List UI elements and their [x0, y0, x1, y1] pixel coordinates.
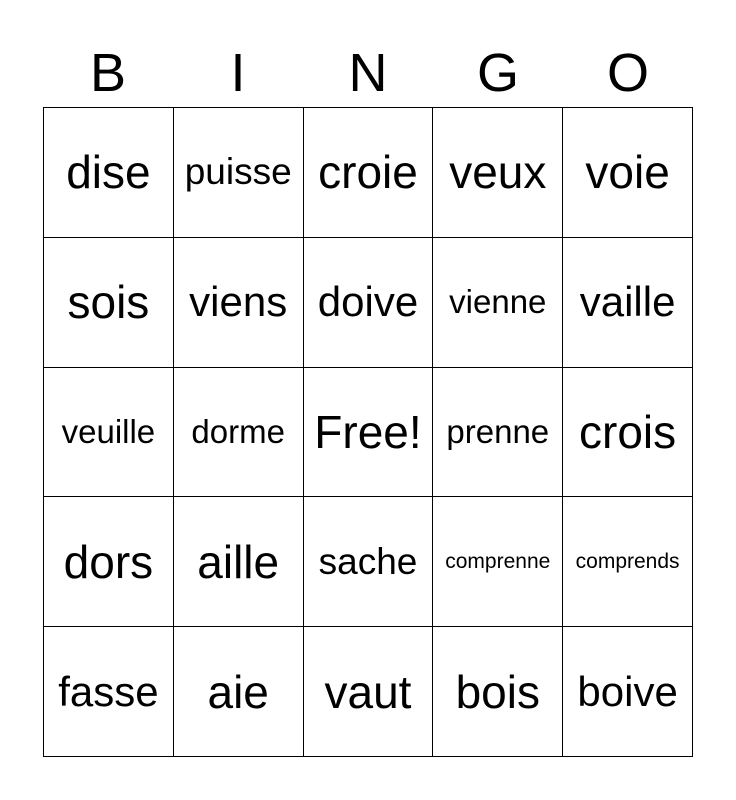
- bingo-cell[interactable]: aie: [174, 627, 304, 757]
- bingo-cell[interactable]: aille: [174, 497, 304, 627]
- bingo-cell[interactable]: voie: [563, 108, 693, 238]
- bingo-cell[interactable]: croie: [304, 108, 434, 238]
- bingo-cell[interactable]: bois: [433, 627, 563, 757]
- bingo-cell[interactable]: veuille: [44, 368, 174, 498]
- bingo-cell[interactable]: dors: [44, 497, 174, 627]
- bingo-cell[interactable]: prenne: [433, 368, 563, 498]
- bingo-cell[interactable]: fasse: [44, 627, 174, 757]
- bingo-cell[interactable]: boive: [563, 627, 693, 757]
- header-letter-o: O: [606, 43, 649, 103]
- header-letter-b: B: [89, 43, 127, 103]
- bingo-cell[interactable]: dise: [44, 108, 174, 238]
- bingo-cell[interactable]: vaille: [563, 238, 693, 368]
- bingo-card-grid: [43, 107, 693, 757]
- header-letter-g: G: [476, 43, 519, 103]
- bingo-cell[interactable]: vaut: [304, 627, 434, 757]
- bingo-cell[interactable]: sache: [304, 497, 434, 627]
- bingo-header: [43, 40, 693, 106]
- bingo-cell[interactable]: comprends: [563, 497, 693, 627]
- bingo-cell[interactable]: crois: [563, 368, 693, 498]
- bingo-cell[interactable]: veux: [433, 108, 563, 238]
- bingo-cell[interactable]: comprenne: [433, 497, 563, 627]
- bingo-cell[interactable]: vienne: [433, 238, 563, 368]
- free-space-cell[interactable]: Free!: [304, 368, 434, 498]
- bingo-cell[interactable]: sois: [44, 238, 174, 368]
- bingo-cell[interactable]: puisse: [174, 108, 304, 238]
- header-letter-n: N: [348, 43, 388, 103]
- bingo-cell[interactable]: dorme: [174, 368, 304, 498]
- bingo-cell[interactable]: doive: [304, 238, 434, 368]
- header-letter-i: I: [230, 43, 246, 103]
- bingo-cell[interactable]: viens: [174, 238, 304, 368]
